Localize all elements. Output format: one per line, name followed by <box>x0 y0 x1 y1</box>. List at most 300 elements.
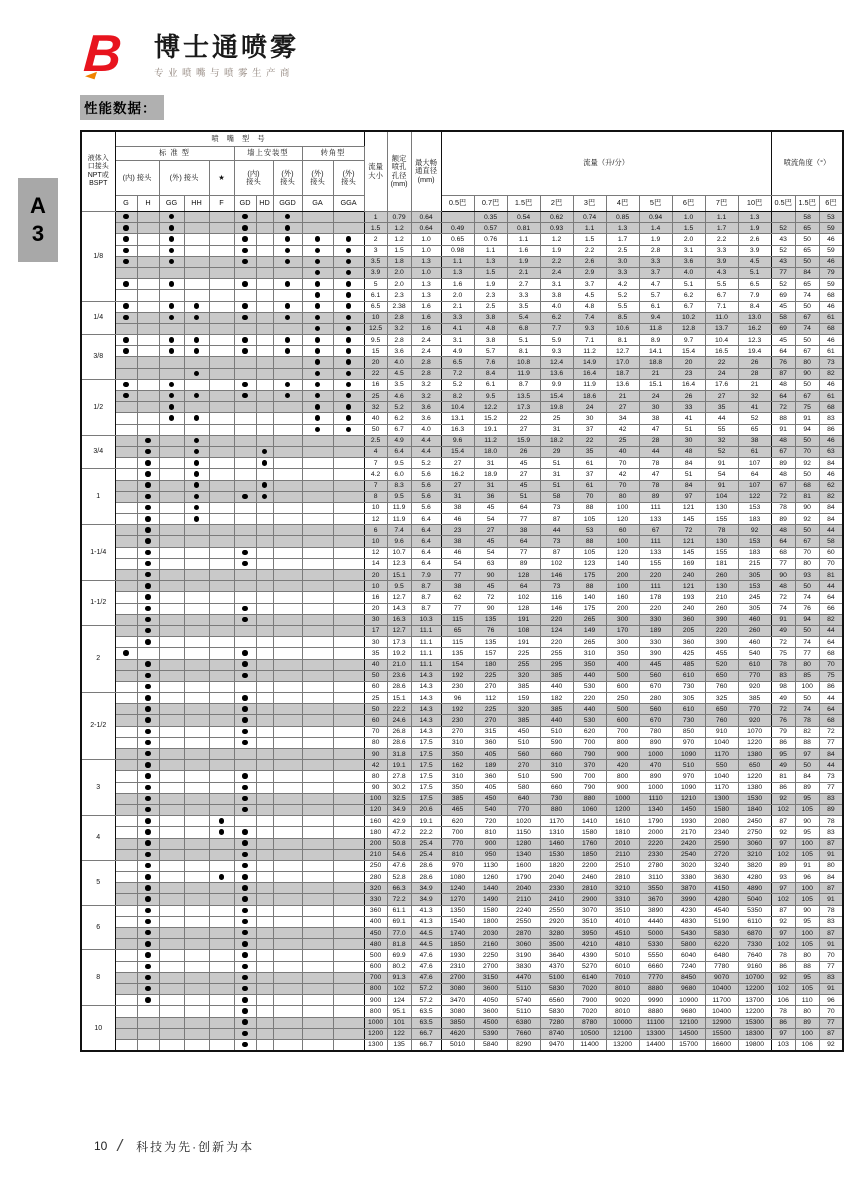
flow-value-cell: 27 <box>507 469 540 480</box>
flow-value-cell: 3.9 <box>705 256 738 267</box>
angle-value-cell: 44 <box>819 760 843 771</box>
brand-name: 博士通喷雾 <box>154 32 300 62</box>
model-dot-icon <box>169 259 175 265</box>
flow-value-cell: 800 <box>606 737 639 748</box>
model-dot-cell <box>234 614 256 625</box>
table-row <box>81 793 843 804</box>
passage-cell: 1.3 <box>411 256 441 267</box>
angle-value-cell: 100 <box>795 883 819 894</box>
flow-value-cell: 3.1 <box>441 335 474 346</box>
model-dot-cell <box>159 234 184 245</box>
model-dot-icon <box>194 505 200 511</box>
flow-value-cell: 590 <box>540 771 573 782</box>
table-body <box>81 212 843 1052</box>
model-dot-cell <box>184 446 209 457</box>
flow-value-cell: 87 <box>540 547 573 558</box>
model-dot-cell <box>302 838 333 849</box>
flow-value-cell: 2080 <box>705 816 738 827</box>
flow-value-cell: 620 <box>441 816 474 827</box>
passage-cell: 17.5 <box>411 749 441 760</box>
table-row <box>81 323 843 334</box>
flow-size-cell: 5 <box>364 279 387 290</box>
model-dot-cell <box>115 782 137 793</box>
model-dot-cell <box>137 603 159 614</box>
angle-value-cell: 43 <box>771 256 795 267</box>
model-dot-cell <box>333 312 364 323</box>
model-dot-cell <box>256 659 273 670</box>
flow-value-cell: 128 <box>507 570 540 581</box>
angle-value-cell: 96 <box>795 872 819 883</box>
model-dot-cell <box>209 1006 234 1017</box>
passage-cell: 5.6 <box>411 491 441 502</box>
model-dot-cell <box>333 323 364 334</box>
orifice-cell: 0.79 <box>387 212 411 223</box>
table-row <box>81 995 843 1006</box>
model-dot-cell <box>209 782 234 793</box>
passage-cell: 11.1 <box>411 659 441 670</box>
flow-size-cell: 700 <box>364 972 387 983</box>
model-dot-cell <box>256 223 273 234</box>
model-dot-cell <box>184 558 209 569</box>
orifice-cell: 8.3 <box>387 480 411 491</box>
model-dot-cell <box>209 458 234 469</box>
model-dot-cell <box>333 603 364 614</box>
flow-value-cell: 13.7 <box>705 323 738 334</box>
flow-value-cell: 15.2 <box>474 413 507 424</box>
passage-cell: 8.7 <box>411 592 441 603</box>
flow-value-cell: 31 <box>474 480 507 491</box>
flow-value-cell: 890 <box>639 737 672 748</box>
model-dot-cell <box>184 312 209 323</box>
model-dot-cell <box>137 625 159 636</box>
model-dot-icon <box>123 315 129 321</box>
model-dot-cell <box>184 346 209 357</box>
flow-size-cell: 330 <box>364 894 387 905</box>
model-dot-icon <box>123 281 129 287</box>
flow-value-cell: 25 <box>540 413 573 424</box>
model-dot-cell <box>209 469 234 480</box>
flow-value-cell: 192 <box>441 704 474 715</box>
model-dot-cell <box>159 469 184 480</box>
flow-value-cell: 3080 <box>441 1006 474 1017</box>
flow-value-cell: 72 <box>672 525 705 536</box>
angle-value-cell: 105 <box>795 983 819 994</box>
flow-value-cell: 6.1 <box>474 379 507 390</box>
flow-value-cell: 182 <box>540 693 573 704</box>
angle-value-cell: 45 <box>771 301 795 312</box>
flow-size-cell: 180 <box>364 827 387 838</box>
flow-size-cell: 6 <box>364 525 387 536</box>
model-dot-icon <box>285 214 291 220</box>
flow-value-cell: 1380 <box>738 782 771 793</box>
angle-value-cell: 83 <box>819 916 843 927</box>
model-dot-icon <box>242 1042 248 1048</box>
flow-value-cell: 10900 <box>672 995 705 1006</box>
angle-value-cell: 46 <box>819 335 843 346</box>
model-dot-cell <box>209 279 234 290</box>
model-dot-cell <box>234 637 256 648</box>
model-dot-cell <box>209 961 234 972</box>
angle-value-cell: 67 <box>795 391 819 402</box>
flow-value-cell: 104 <box>705 491 738 502</box>
table-row <box>81 402 843 413</box>
flow-value-cell: 270 <box>474 715 507 726</box>
flow-value-cell: 2700 <box>441 972 474 983</box>
flow-size-cell: 3 <box>364 245 387 256</box>
angle-value-cell: 87 <box>819 1028 843 1039</box>
flow-value-cell: 17.0 <box>606 357 639 368</box>
angle-value-cell: 100 <box>795 1028 819 1039</box>
model-dot-cell <box>333 771 364 782</box>
flow-value-cell: 31 <box>540 424 573 435</box>
angle-value-cell: 91 <box>819 939 843 950</box>
model-dot-cell <box>209 267 234 278</box>
model-dot-cell <box>256 1017 273 1028</box>
model-dot-cell <box>273 413 302 424</box>
angle-value-cell: 50 <box>795 760 819 771</box>
angle-value-cell: 75 <box>771 648 795 659</box>
model-dot-cell <box>209 223 234 234</box>
flow-value-cell: 4.0 <box>540 301 573 312</box>
model-dot-cell <box>273 603 302 614</box>
flow-value-cell: 390 <box>639 648 672 659</box>
passage-cell: 5.2 <box>411 458 441 469</box>
flow-value-cell: 1.0 <box>672 212 705 223</box>
flow-value-cell: 87 <box>540 514 573 525</box>
model-dot-cell <box>184 301 209 312</box>
angle-value-cell: 96 <box>819 995 843 1006</box>
model-dot-cell <box>273 983 302 994</box>
model-dot-cell <box>184 905 209 916</box>
flow-value-cell: 1.3 <box>738 212 771 223</box>
angle-value-cell: 50 <box>795 525 819 536</box>
model-dot-cell <box>137 245 159 256</box>
model-dot-cell <box>184 637 209 648</box>
model-dot-cell <box>115 905 137 916</box>
flow-value-cell: 31 <box>540 469 573 480</box>
brand-logo-icon <box>81 25 140 83</box>
model-dot-cell <box>209 681 234 692</box>
flow-value-cell: 146 <box>540 570 573 581</box>
passage-cell: 47.6 <box>411 961 441 972</box>
orifice-cell: 1.2 <box>387 234 411 245</box>
flow-value-cell: 3.3 <box>705 245 738 256</box>
inlet-size-cell: 2 <box>81 625 115 692</box>
model-dot-cell <box>234 995 256 1006</box>
flow-value-cell: 21 <box>606 391 639 402</box>
flow-value-cell: 32 <box>705 435 738 446</box>
model-dot-icon <box>145 527 151 533</box>
flow-value-cell: 26 <box>507 446 540 457</box>
model-dot-icon <box>194 303 200 309</box>
model-dot-cell <box>333 625 364 636</box>
model-dot-cell <box>256 391 273 402</box>
flow-value-cell: 730 <box>672 715 705 726</box>
flow-value-cell: 1.1 <box>705 212 738 223</box>
side-tab-letter: A <box>30 193 46 218</box>
col-pressure: 6巴 <box>672 196 705 212</box>
model-dot-cell <box>115 312 137 323</box>
flow-value-cell: 1000 <box>639 782 672 793</box>
flow-value-cell: 10500 <box>573 1028 606 1039</box>
flow-value-cell: 400 <box>606 659 639 670</box>
model-dot-cell <box>234 424 256 435</box>
flow-value-cell: 153 <box>738 581 771 592</box>
flow-size-cell: 50 <box>364 704 387 715</box>
model-dot-cell <box>273 368 302 379</box>
model-dot-cell <box>159 648 184 659</box>
model-dot-cell <box>273 860 302 871</box>
angle-value-cell: 82 <box>819 368 843 379</box>
header-inlet: 液体入 口接头 NPT或 BSPT <box>81 131 115 212</box>
angle-value-cell: 61 <box>819 391 843 402</box>
model-dot-cell <box>302 402 333 413</box>
model-dot-cell <box>234 771 256 782</box>
flow-value-cell: 0.94 <box>639 212 672 223</box>
model-dot-cell <box>184 491 209 502</box>
passage-cell: 7.9 <box>411 570 441 581</box>
flow-value-cell: 445 <box>639 659 672 670</box>
model-dot-cell <box>137 872 159 883</box>
model-dot-cell <box>115 625 137 636</box>
flow-value-cell: 1000 <box>606 793 639 804</box>
model-dot-cell <box>184 860 209 871</box>
flow-value-cell: 0.35 <box>474 212 507 223</box>
model-dot-cell <box>302 916 333 927</box>
model-dot-cell <box>302 525 333 536</box>
flow-value-cell: 3990 <box>672 894 705 905</box>
flow-value-cell: 320 <box>507 704 540 715</box>
flow-value-cell: 405 <box>474 749 507 760</box>
flow-value-cell: 80 <box>606 491 639 502</box>
passage-cell: 57.2 <box>411 983 441 994</box>
model-dot-icon <box>194 482 200 488</box>
model-dot-cell <box>302 704 333 715</box>
flow-value-cell: 19.8 <box>540 402 573 413</box>
model-dot-cell <box>302 928 333 939</box>
angle-value-cell: 50 <box>795 469 819 480</box>
flow-value-cell: 2310 <box>441 961 474 972</box>
flow-value-cell: 116 <box>540 592 573 603</box>
model-dot-cell <box>234 928 256 939</box>
model-dot-cell <box>209 749 234 760</box>
model-dot-icon <box>285 248 291 254</box>
model-dot-cell <box>234 346 256 357</box>
model-dot-cell <box>333 983 364 994</box>
model-dot-cell <box>333 256 364 267</box>
model-dot-cell <box>256 1028 273 1039</box>
angle-value-cell: 95 <box>795 827 819 838</box>
flow-value-cell: 38 <box>441 536 474 547</box>
model-dot-icon <box>242 896 248 902</box>
table-row <box>81 570 843 581</box>
model-dot-cell <box>273 827 302 838</box>
flow-value-cell: 14500 <box>672 1028 705 1039</box>
model-dot-cell <box>256 894 273 905</box>
table-row <box>81 849 843 860</box>
flow-value-cell: 2720 <box>705 849 738 860</box>
flow-size-cell: 10 <box>364 536 387 547</box>
col-angle-pressure: 6巴 <box>819 196 843 212</box>
model-dot-cell <box>256 715 273 726</box>
flow-value-cell: 0.62 <box>540 212 573 223</box>
model-dot-cell <box>159 928 184 939</box>
footer-slash: / <box>117 1136 123 1155</box>
model-dot-icon <box>169 348 175 354</box>
flow-value-cell: 130 <box>705 536 738 547</box>
model-dot-icon <box>242 930 248 936</box>
model-dot-cell <box>273 804 302 815</box>
model-dot-cell <box>234 972 256 983</box>
model-dot-cell <box>159 972 184 983</box>
model-dot-icon <box>242 315 248 321</box>
model-dot-cell <box>184 480 209 491</box>
table-row <box>81 681 843 692</box>
model-dot-cell <box>302 804 333 815</box>
model-dot-cell <box>333 536 364 547</box>
angle-value-cell: 50 <box>795 256 819 267</box>
model-dot-icon <box>145 796 151 802</box>
flow-value-cell: 510 <box>507 771 540 782</box>
flow-value-cell: 2330 <box>540 883 573 894</box>
flow-value-cell: 15.4 <box>441 446 474 457</box>
flow-value-cell: 121 <box>672 581 705 592</box>
flow-value-cell: 8.4 <box>738 301 771 312</box>
flow-value-cell: 70 <box>606 480 639 491</box>
model-dot-cell <box>302 323 333 334</box>
table-row <box>81 1028 843 1039</box>
col-model-GD: GD <box>234 196 256 212</box>
model-dot-cell <box>209 995 234 1006</box>
model-dot-cell <box>234 659 256 670</box>
model-dot-cell <box>273 670 302 681</box>
flow-value-cell: 730 <box>672 681 705 692</box>
flow-value-cell: 1380 <box>738 749 771 760</box>
model-dot-icon <box>145 583 151 589</box>
orifice-cell: 2.0 <box>387 279 411 290</box>
flow-size-cell: 17 <box>364 625 387 636</box>
angle-value-cell: 74 <box>795 637 819 648</box>
flow-value-cell: 255 <box>540 648 573 659</box>
flow-value-cell: 12100 <box>606 1028 639 1039</box>
model-dot-icon <box>242 1019 248 1025</box>
flow-value-cell: 2.9 <box>573 267 606 278</box>
model-dot-cell <box>273 424 302 435</box>
flow-value-cell: 350 <box>441 749 474 760</box>
flow-value-cell: 77 <box>441 603 474 614</box>
model-dot-icon <box>145 482 151 488</box>
model-dot-icon <box>145 964 151 970</box>
flow-value-cell: 60 <box>606 525 639 536</box>
flow-value-cell: 38 <box>441 502 474 513</box>
model-dot-cell <box>234 357 256 368</box>
angle-value-cell: 90 <box>795 368 819 379</box>
model-dot-cell <box>159 827 184 838</box>
angle-value-cell: 89 <box>819 804 843 815</box>
flow-value-cell: 38 <box>639 413 672 424</box>
model-dot-cell <box>159 323 184 334</box>
flow-value-cell: 450 <box>507 726 540 737</box>
model-dot-cell <box>302 827 333 838</box>
flow-value-cell: 13.6 <box>540 368 573 379</box>
flow-value-cell: 146 <box>540 603 573 614</box>
orifice-cell: 72.2 <box>387 894 411 905</box>
angle-value-cell: 62 <box>819 480 843 491</box>
model-dot-cell <box>302 771 333 782</box>
orifice-cell: 4.5 <box>387 368 411 379</box>
model-dot-cell <box>209 502 234 513</box>
flow-value-cell: 22 <box>507 413 540 424</box>
flow-value-cell: 8.9 <box>639 335 672 346</box>
orifice-cell: 10.7 <box>387 547 411 558</box>
model-dot-cell <box>256 760 273 771</box>
table-row <box>81 502 843 513</box>
model-dot-cell <box>333 592 364 603</box>
flow-value-cell: 77 <box>507 547 540 558</box>
orifice-cell: 6.2 <box>387 413 411 424</box>
flow-value-cell: 10.6 <box>606 323 639 334</box>
model-dot-cell <box>234 301 256 312</box>
flow-value-cell: 9470 <box>540 1039 573 1051</box>
flow-value-cell: 22 <box>573 435 606 446</box>
angle-value-cell: 103 <box>771 1039 795 1051</box>
angle-value-cell: 70 <box>819 1006 843 1017</box>
flow-value-cell: 385 <box>441 793 474 804</box>
model-dot-cell <box>302 849 333 860</box>
model-dot-cell <box>333 480 364 491</box>
flow-value-cell: 1530 <box>540 849 573 860</box>
table-row <box>81 939 843 950</box>
flow-size-cell: 480 <box>364 939 387 950</box>
model-dot-cell <box>234 413 256 424</box>
angle-value-cell: 73 <box>819 357 843 368</box>
model-dot-cell <box>333 558 364 569</box>
model-dot-cell <box>273 547 302 558</box>
flow-size-cell: 400 <box>364 916 387 927</box>
model-dot-cell <box>209 1028 234 1039</box>
model-dot-cell <box>234 737 256 748</box>
model-dot-cell <box>333 782 364 793</box>
header-conn-outer2: (外) 接头 <box>273 161 302 196</box>
flow-value-cell: 350 <box>573 659 606 670</box>
flow-value-cell: 46 <box>441 547 474 558</box>
model-dot-cell <box>333 827 364 838</box>
flow-value-cell: 600 <box>606 715 639 726</box>
model-dot-icon <box>194 460 200 466</box>
flow-value-cell: 1.9 <box>639 234 672 245</box>
flow-value-cell: 3670 <box>639 894 672 905</box>
inlet-size-cell: 2-1/2 <box>81 693 115 760</box>
flow-value-cell: 15500 <box>705 1028 738 1039</box>
model-dot-cell <box>256 782 273 793</box>
angle-value-cell: 102 <box>771 939 795 950</box>
model-dot-cell <box>273 872 302 883</box>
model-dot-cell <box>184 995 209 1006</box>
flow-value-cell: 1040 <box>705 737 738 748</box>
angle-value-cell: 68 <box>819 290 843 301</box>
table-row <box>81 983 843 994</box>
flow-value-cell: 770 <box>507 804 540 815</box>
model-dot-cell <box>234 704 256 715</box>
flow-value-cell: 4.9 <box>441 346 474 357</box>
flow-size-cell: 16 <box>364 592 387 603</box>
model-dot-cell <box>184 323 209 334</box>
model-dot-cell <box>273 391 302 402</box>
passage-cell: 63.5 <box>411 1006 441 1017</box>
angle-value-cell: 87 <box>771 816 795 827</box>
flow-value-cell: 100 <box>606 536 639 547</box>
model-dot-icon <box>194 315 200 321</box>
